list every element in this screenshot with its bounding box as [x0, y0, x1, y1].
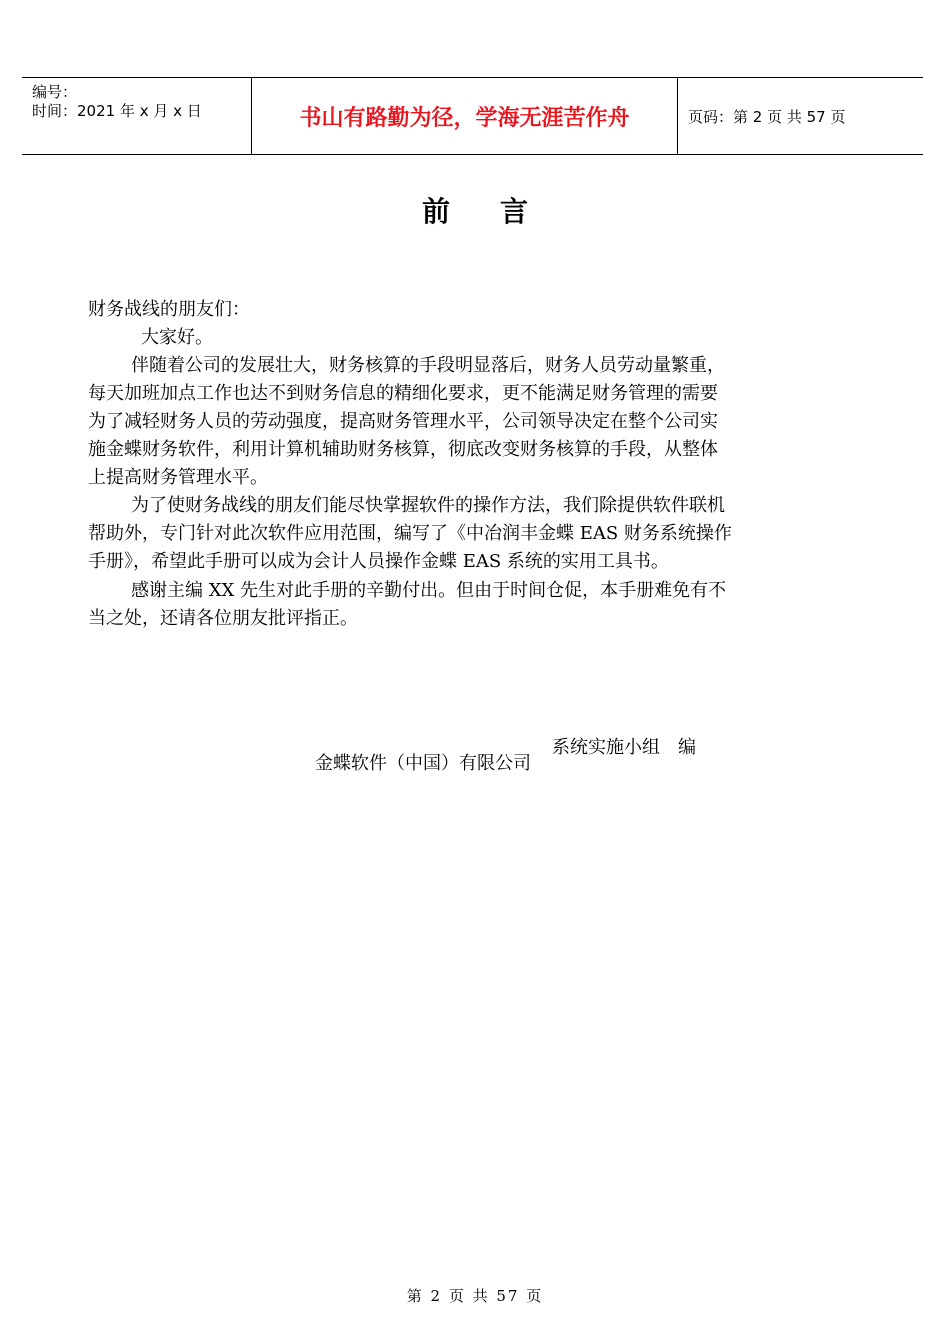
signature-company: 金蝶软件（中国）有限公司 — [315, 753, 531, 774]
header-meta-cell — [22, 78, 252, 154]
page-footer: 第 2 页 共 57 页 — [406, 1287, 544, 1305]
paragraph-2-line-2: 帮助外，专门针对此次软件应用范围，编写了《中冶润丰金蝶 EAS 财务系统操作 — [88, 523, 732, 544]
paragraph-1-line-4: 施金蝶财务软件，利用计算机辅助财务核算，彻底改变财务核算的手段，从整体 — [88, 439, 718, 460]
salutation: 财务战线的朋友们： — [88, 299, 250, 320]
paragraph-1-line-5: 上提高财务管理水平。 — [88, 467, 268, 488]
paragraph-1-line-3: 为了减轻财务人员的劳动强度，提高财务管理水平，公司领导决定在整个公司实 — [88, 411, 718, 432]
greeting: 大家好。 — [141, 327, 213, 348]
paragraph-3-line-2: 当之处，还请各位朋友批评指正。 — [88, 608, 358, 629]
paragraph-2-line-1: 为了使财务战线的朋友们能尽快掌握软件的操作方法，我们除提供软件联机 — [131, 495, 725, 516]
header-motto: 书山有路勤为径，学海无涯苦作舟 — [252, 78, 678, 154]
page-header — [22, 77, 923, 155]
paragraph-1-line-1: 伴随着公司的发展壮大，财务核算的手段明显落后，财务人员劳动量繁重， — [131, 355, 725, 376]
document-number-label: 编号： — [32, 83, 78, 101]
paragraph-3-line-1: 感谢主编 XX 先生对此手册的辛勤付出。但由于时间仓促，本手册难免有不 — [131, 580, 727, 601]
paragraph-1-line-2: 每天加班加点工作也达不到财务信息的精细化要求，更不能满足财务管理的需要 — [88, 383, 718, 404]
document-time: 时间：2021 年 x 月 x 日 — [32, 102, 202, 120]
paragraph-2-line-3: 手册》，希望此手册可以成为会计人员操作金蝶 EAS 系统的实用工具书。 — [88, 551, 669, 572]
signature-group: 系统实施小组 编 — [552, 737, 696, 758]
header-page-info: 页码：第 2 页 共 57 页 — [688, 107, 846, 126]
page-title: 前言 — [421, 195, 578, 228]
